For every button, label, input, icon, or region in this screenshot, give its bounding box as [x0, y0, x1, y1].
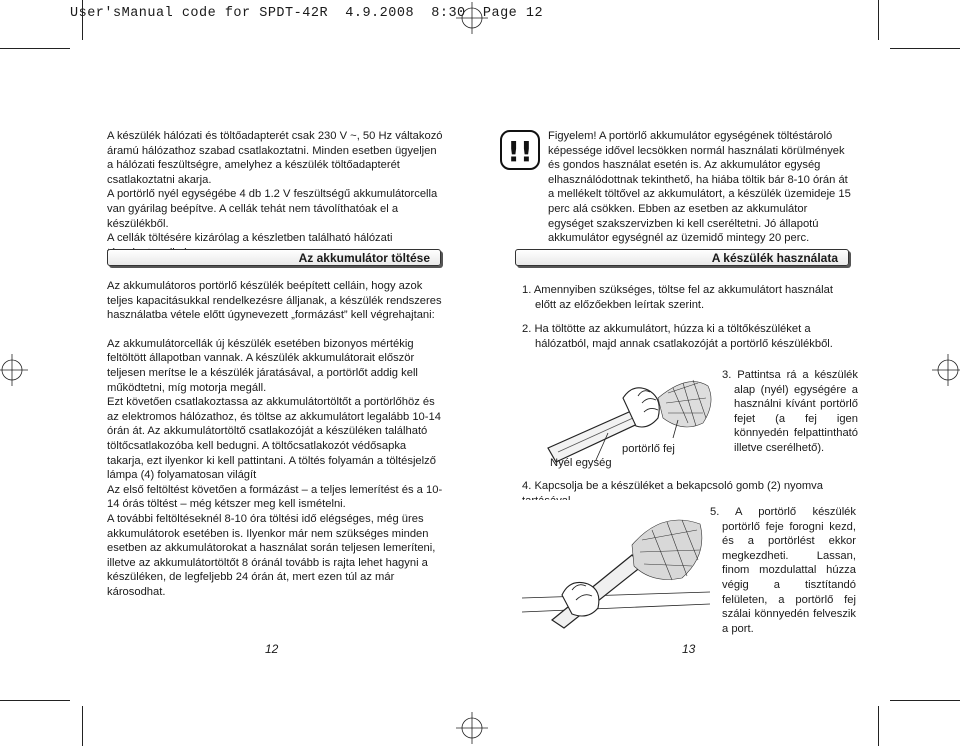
- crop-line: [0, 700, 70, 701]
- crop-line: [0, 48, 70, 49]
- step-3: [722, 368, 858, 456]
- paragraph: Az akkumulátorcellák új készülék esetében bizonyos mértékig feltöltött állapotban vannak. A készülék akkumulátorait először teljesen merítse le a készülék járatásával, a portörlőt addig kell működtetni, míg motorja megáll.: [107, 337, 418, 394]
- crop-line: [890, 48, 960, 49]
- label-head: portörlő fej: [622, 443, 675, 455]
- section-heading-charging: Az akkumulátor töltése: [107, 249, 441, 266]
- crop-line: [890, 700, 960, 701]
- registration-mark-top: [456, 2, 488, 34]
- left-body: [107, 279, 445, 599]
- step-2: [522, 322, 856, 351]
- paragraph: Ezt követően csatlakoztassa az akkumulátortöltőt a portörlőhöz és az elektromos hálózathoz, és töltse az akkumulátort legalább 10-14 órán át. Az akkumulátortöltő csatlakozóját a készüléken található töltőcsatlakozóba kell bedugni. A töltőcsatlakozót védősapka takarja, ezt ilyenkor ki kell pattintani. A töltés folyamán a töltésjelző lámpa (4) folyamatosan világít: [107, 396, 441, 482]
- paragraph: Az első feltöltést követően a formázást – a teljes lemerítést és a 10-14 órás töltést – még kétszer meg kell ismételni.: [107, 483, 443, 511]
- section-heading-usage: A készülék használata: [515, 249, 849, 266]
- registration-mark-right: [932, 354, 960, 386]
- left-intro: [107, 129, 445, 260]
- page-number-left: 12: [265, 642, 279, 656]
- double-exclamation-icon: [500, 130, 540, 170]
- crop-line: [878, 0, 879, 40]
- page-number-right: 13: [682, 642, 696, 656]
- step-text: 5. A portörlő készülék portörlő feje forogni kezd, és a portörlést ekkor megkezdheti. Lassan, finom mozdulattal húzza végig a tisztítandó felületen, a portörlő fej szálai könnyedén felveszik a port.: [710, 506, 856, 635]
- paragraph: Az akkumulátoros portörlő készülék beépített celláin, hogy azok teljes kapacitásukkal rendelkezésre álljanak, a készülék rendszeres használatba vétele előtt úgynevezett „formázást” kell végrehajtani:: [107, 280, 442, 322]
- registration-mark-left: [0, 354, 28, 386]
- warning-text-block: [548, 129, 854, 246]
- registration-mark-bottom: [456, 712, 488, 744]
- step-text: 4. Kapcsolja be a készüléket a bekapcsoló gomb (2) nyomva: [522, 480, 823, 492]
- warning-text: Figyelem! A portörlő akkumulátor egységének töltéstároló képessége idővel lecsökken normál használati körülmények és gondos használat esetén is. Az akkumulátor egység elhasználódottnak tekinthető, ha hiába töltik bár 8-10 órán át a mellékelt töltővel az akkumulátort, a készülék üzemideje 15 perc alá csökken. Ebben az esetben az akkumulátor egységet szakszervizben ki kell cseréltetni. Jó állapotú akkumulátor egységnél az üzemidő mintegy 20 perc.: [548, 130, 851, 245]
- paragraph: A cellák töltésére kizárólag a készletben található hálózati: [107, 232, 393, 245]
- step-text: 3. Pattintsa rá a készülék alap (nyél) egységére a használni kívánt portörlő fejet (a fej igen könnyedén felpattintható illetve cserélhető).: [722, 369, 858, 454]
- paragraph: A további feltöltéseknél 8-10 óra töltési idő elégséges, még üres akkumulátorok esetében is. Ilyenkor már nem szükséges minden esetben az akkumulátorokat a használat során teljesen lemeríteni, illetve az akkumulátortöltőt 8 óránál tovább is rajta lehet hagyni a készüléken, de legfeljebb 24 órán át, mert ezen túl az már károsodhat.: [107, 512, 436, 598]
- label-handle: Nyél egység: [550, 457, 612, 469]
- figure-dusting: [522, 500, 710, 630]
- crop-line: [878, 706, 879, 746]
- svg-text:!!: !!: [507, 135, 533, 168]
- crop-line: [82, 706, 83, 746]
- paragraph: A portörlő nyél egységébe 4 db 1.2 V feszültségű akkumulátorcella van gyárilag beépítve. A cellák tehát nem távolíthatóak el a készülékből.: [107, 188, 438, 230]
- print-header: User'sManual code for SPDT-42R 4.9.2008 8:30 Page 12: [70, 6, 544, 21]
- paragraph: A készülék hálózati és töltőadapterét csak 230 V ~, 50 Hz váltakozó áramú hálózathoz szabad csatlakoztatni. Minden esetben ügyeljen a hálózati feszültségre, amelyhez a készülék töltőadapterét csatlakoztatni akarja.: [107, 130, 443, 186]
- crop-line: [82, 0, 83, 40]
- step-text: 1. Amennyiben szükséges, töltse fel az akkumulátort használat előtt az előzőekben leírtak szerint.: [522, 284, 833, 311]
- step-5: [710, 505, 856, 636]
- step-text: 2. Ha töltötte az akkumulátort, húzza ki a töltőkészüléket a hálózatból, majd annak csatlakozóját a portörlő készülékből.: [522, 323, 833, 350]
- step-1: [522, 283, 856, 312]
